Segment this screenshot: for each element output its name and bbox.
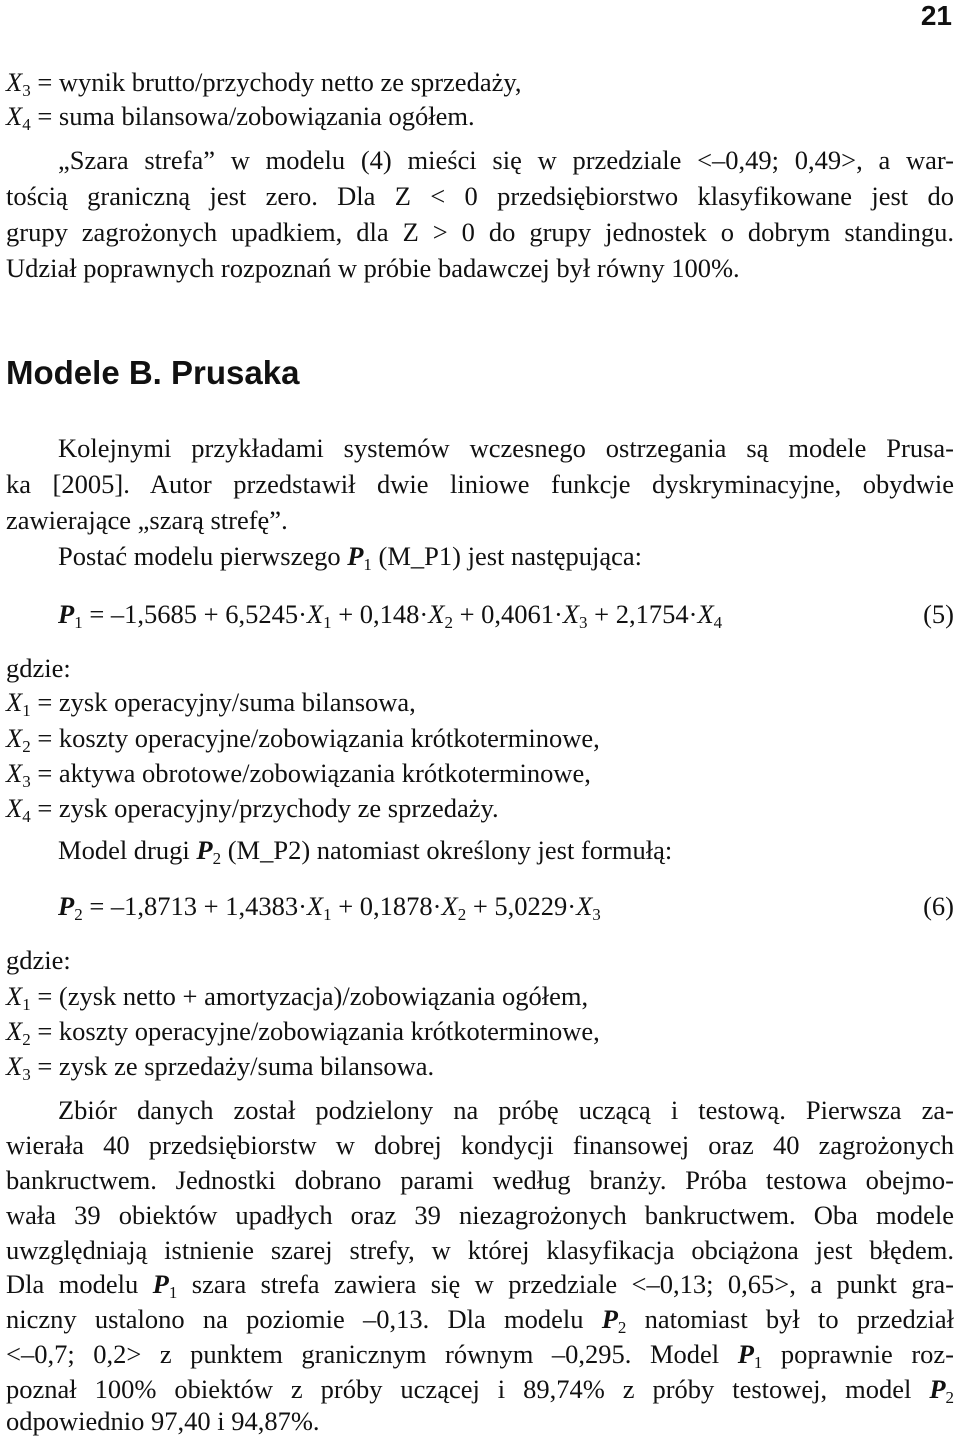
paragraph-line: poznał 100% obiektów z próby uczącej i 89,74% z próby testowej, model $P_2$ <box>6 1374 954 1407</box>
paragraph-line: ka [2005]. Autor przedstawił dwie liniowe funkcje dyskryminacyjne, obydwie <box>6 469 954 499</box>
equation-number: (6) <box>923 891 954 921</box>
equation-5: $P_1 = -1,5685 + 6,5245\cdot X_1 + 0,148\cdot X_2 + 0,4061\cdot X_3 + 2,1754\cdot X_4$ <box>58 599 723 632</box>
paragraph-line: Zbiór danych został podzielony na próbę uczącą i testową. Pierwsza za- <box>58 1095 954 1125</box>
paragraph-line: wała 39 obiektów upadłych oraz 39 niezagrożonych bankructwem. Oba modele <box>6 1200 954 1230</box>
paragraph-line: zawierające „szarą strefę”. <box>6 505 288 535</box>
definition-line: $X_2$ = koszty operacyjne/zobowiązania krótkoterminowe, <box>6 1016 600 1049</box>
definition-line: $X_1$ = zysk operacyjny/suma bilansowa, <box>6 687 416 720</box>
paragraph-line: uwzględniają istnienie szarej strefy, w której klasyfikacja obciążona jest błędem. <box>6 1235 954 1265</box>
paragraph-line: tością graniczną jest zero. Dla Z < 0 przedsiębiorstwo klasyfikowane jest do <box>6 181 954 211</box>
paragraph-line: Udział poprawnych rozpoznań w próbie badawczej był równy 100%. <box>6 253 740 283</box>
definition-line: $X_2$ = koszty operacyjne/zobowiązania krótkoterminowe, <box>6 723 600 756</box>
equation-number: (5) <box>923 599 954 629</box>
definition-line: $X_4$ = zysk operacyjny/przychody ze sprzedaży. <box>6 793 499 826</box>
definition-line: $X_3$ = aktywa obrotowe/zobowiązania krótkoterminowe, <box>6 758 591 791</box>
definition-line: $X_4$ = suma bilansowa/zobowiązania ogółem. <box>6 101 475 134</box>
definition-line: $X_3$ = wynik brutto/przychody netto ze sprzedaży, <box>6 67 522 100</box>
paragraph-line: Model drugi $P_2$ (M_P2) natomiast określony jest formułą: <box>58 835 673 868</box>
paragraph-line: Dla modelu $P_1$ szara strefa zawiera się w przedziale <–0,13; 0,65>, a punkt gra- <box>6 1269 955 1302</box>
section-heading: Modele B. Prusaka <box>6 354 300 391</box>
equation-6: $P_2 = -1,8713 + 1,4383\cdot X_1 + 0,1878\cdot X_2 + 5,0229\cdot X_3$ <box>58 891 601 924</box>
where-label: gdzie: <box>6 653 71 683</box>
paragraph-line: odpowiednio 97,40 i 94,87%. <box>6 1406 320 1436</box>
paragraph-line: <–0,7; 0,2> z punktem granicznym równym –0,295. Model $P_1$ poprawnie roz- <box>6 1339 954 1372</box>
paragraph-line: grupy zagrożonych upadkiem, dla Z > 0 do grupy jednostek o dobrym standingu. <box>6 217 954 247</box>
page-number: 21 <box>920 0 952 31</box>
paragraph-line: Postać modelu pierwszego $P_1$ (M_P1) jest następująca: <box>58 541 643 574</box>
paragraph-line: „Szara strefa” w modelu (4) mieści się w przedziale <–0,49; 0,49>, a war- <box>58 145 954 175</box>
definition-line: $X_1$ = (zysk netto + amortyzacja)/zobowiązania ogółem, <box>6 981 589 1014</box>
paragraph-line: niczny ustalono na poziomie –0,13. Dla modelu $P_2$ natomiast był to przedział <box>6 1304 954 1337</box>
where-label: gdzie: <box>6 945 71 975</box>
paragraph-line: Kolejnymi przykładami systemów wczesnego ostrzegania są modele Prusa- <box>58 433 954 463</box>
definition-line: $X_3$ = zysk ze sprzedaży/suma bilansowa. <box>6 1051 435 1084</box>
paragraph-line: bankructwem. Jednostki dobrano parami według branży. Próba testowa obejmo- <box>6 1165 954 1195</box>
paragraph-line: wierała 40 przedsiębiorstw w dobrej kondycji finansowej oraz 40 zagrożonych <box>6 1130 954 1160</box>
